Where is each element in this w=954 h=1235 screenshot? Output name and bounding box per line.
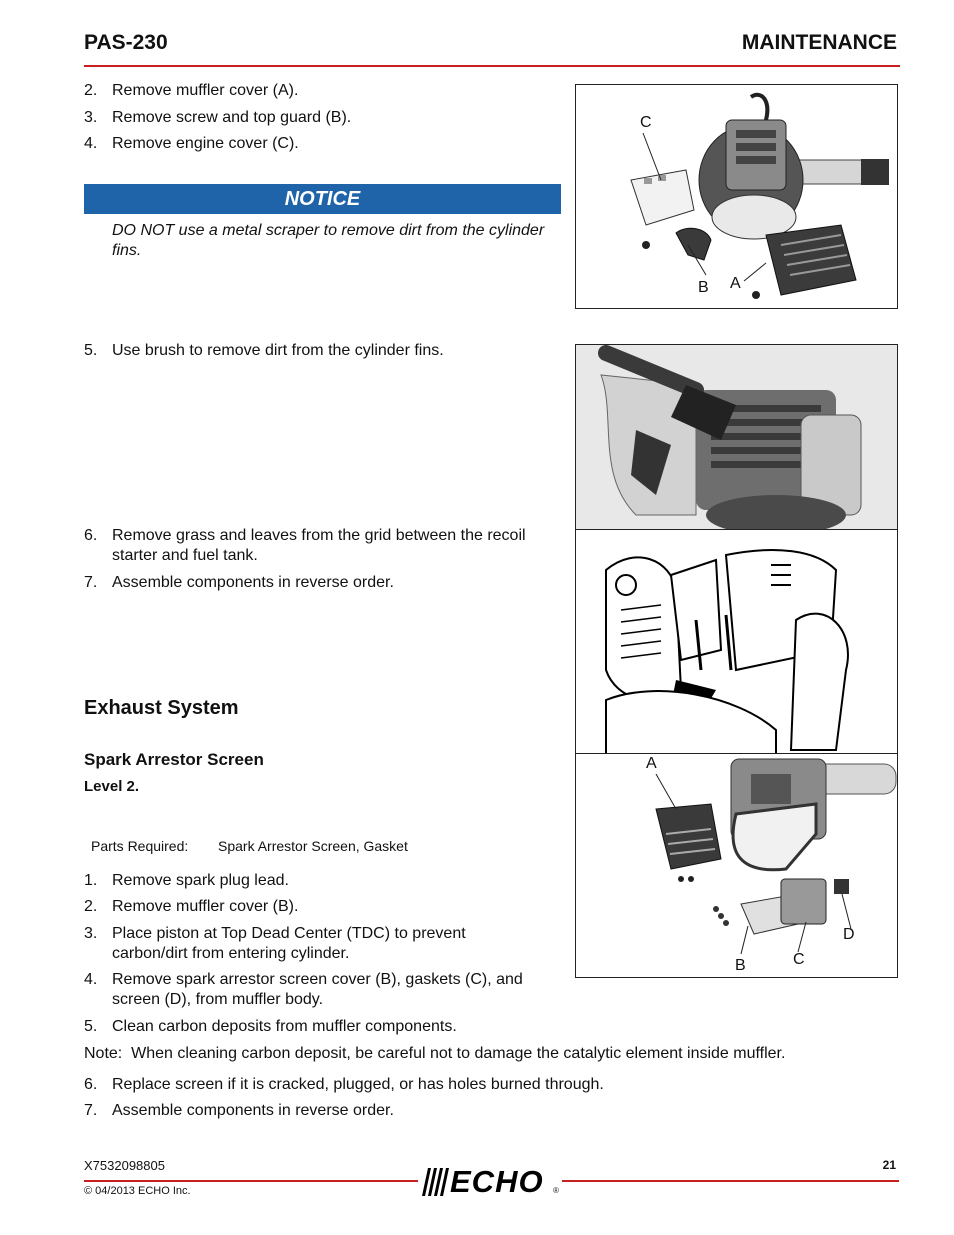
header-rule (84, 65, 900, 67)
logo-text: ECHO (450, 1164, 544, 1199)
parts-required-value: Spark Arrestor Screen, Gasket (218, 838, 408, 854)
section-title: MAINTENANCE (741, 31, 897, 54)
callout-label-b: B (698, 279, 709, 296)
callout-label-a: A (646, 755, 657, 772)
subsection-heading: Spark Arrestor Screen (84, 750, 264, 769)
callout-label-b: B (735, 957, 746, 974)
figure-recoil-grid (575, 529, 898, 755)
list-item: 3. Remove screw and top guard (B). (84, 109, 352, 126)
list-item: 5. Use brush to remove dirt from the cylinder fins. (84, 342, 444, 359)
list-item: 2. Remove muffler cover (B). (84, 898, 299, 915)
figure-brush-cleaning (575, 344, 898, 531)
notice-banner: NOTICE (84, 184, 561, 214)
callout-label-c: C (793, 951, 805, 968)
footer-rule-left (84, 1180, 418, 1182)
echo-logo (420, 1164, 562, 1200)
logo-registered-mark: ® (553, 1186, 559, 1195)
list-item: 7. Assemble components in reverse order. (84, 1102, 394, 1119)
callout-label-d: D (843, 926, 855, 943)
note-text: Note: When cleaning carbon deposit, be careful not to damage the catalytic element inside muffler. (84, 1045, 786, 1062)
part-number: X7532098805 (84, 1158, 165, 1173)
parts-required-label: Parts Required: (91, 838, 189, 854)
page-number: 21 (882, 1158, 896, 1172)
brush-cleaning-illustration (576, 345, 897, 530)
list-item: 4. Remove spark arrestor screen cover (B), gaskets (C), and screen (D), from muffler body. (84, 971, 523, 1008)
list-item: 7. Assemble components in reverse order. (84, 574, 394, 591)
figure-engine-covers (575, 84, 898, 309)
callout-label-a: A (730, 275, 741, 292)
level-label: Level 2. (84, 778, 140, 795)
document-model: PAS-230 (84, 31, 168, 54)
callout-label-c: C (640, 114, 652, 131)
list-item: 4. Remove engine cover (C). (84, 135, 299, 152)
section-heading: Exhaust System (84, 697, 239, 719)
list-item: 3. Place piston at Top Dead Center (TDC) to prevent carbon/dirt from entering cylinder. (84, 925, 466, 962)
figure-spark-arrestor (575, 753, 898, 978)
list-item: 5. Clean carbon deposits from muffler components. (84, 1018, 457, 1035)
copyright: © 04/2013 ECHO Inc. (84, 1185, 191, 1197)
list-item: 6. Remove grass and leaves from the grid between the recoil starter and fuel tank. (84, 527, 526, 564)
recoil-grid-illustration (576, 530, 897, 754)
list-item: 1. Remove spark plug lead. (84, 872, 289, 889)
list-item: 2. Remove muffler cover (A). (84, 82, 299, 99)
footer-rule-right (562, 1180, 899, 1182)
list-item: 6. Replace screen if it is cracked, plugged, or has holes burned through. (84, 1076, 604, 1093)
notice-text: DO NOT use a metal scraper to remove dirt from the cylinder fins. (112, 222, 545, 259)
